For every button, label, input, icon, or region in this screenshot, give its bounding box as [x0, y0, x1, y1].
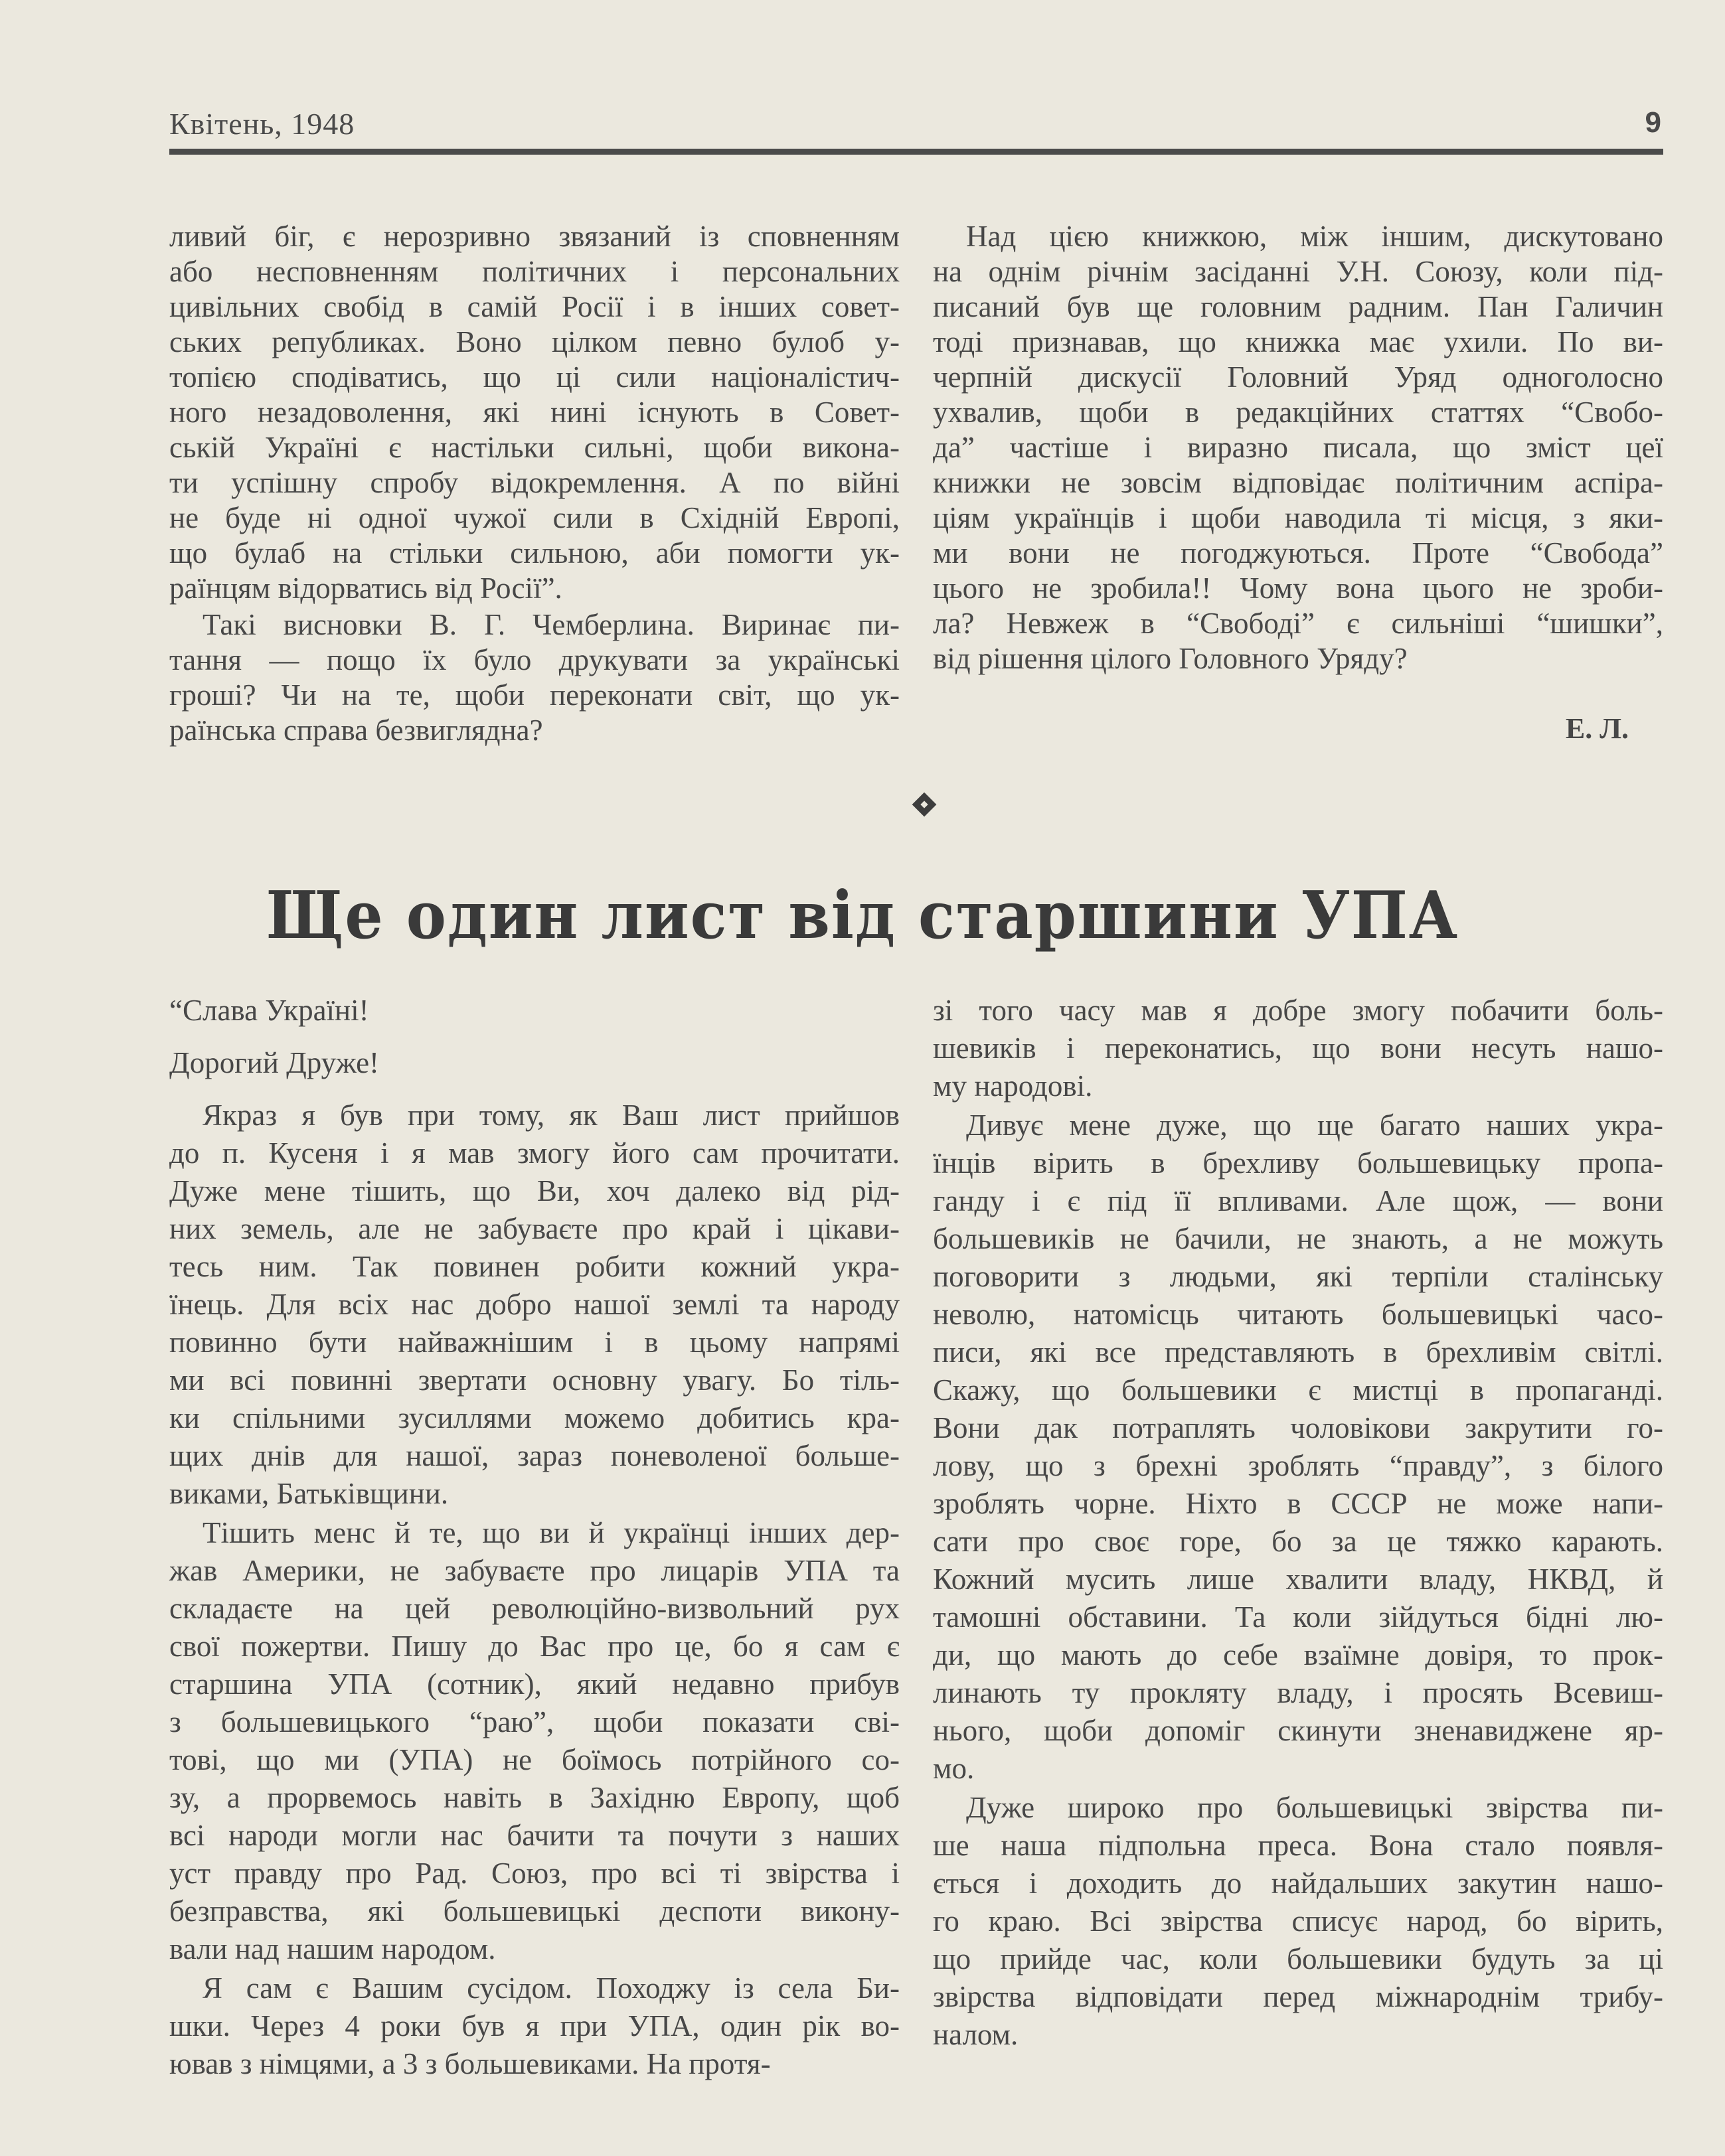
text-line: ми всі повинні звертати основну увагу. Бо тіль- [169, 1363, 900, 1397]
text-line: да” частіше і виразно писала, що зміст цеї [933, 431, 1663, 464]
text-line: лову, що з брехні зроблять “правду”, з білого [933, 1449, 1663, 1482]
text-line: раїнцям відорватись від Росії”. [169, 572, 562, 605]
previous-article-column-right [933, 219, 1663, 678]
text-line: налом. [933, 2018, 1019, 2051]
text-line: тесь ним. Так повинен робити кожний укра- [169, 1250, 900, 1283]
header-rule-left [169, 149, 913, 155]
text-line: ти успішну спробу відокремлення. А по війні [169, 466, 900, 499]
text-line: книжки не зовсім відповідає політичним аспіра- [933, 466, 1663, 499]
text-line: Дуже мене тішить, що Ви, хоч далеко від рід- [169, 1174, 900, 1207]
text-line: большевиків не бачили, не знають, а не можуть [933, 1222, 1663, 1255]
text-line: Якраз я був при тому, як Ваш лист прийшов [203, 1099, 900, 1132]
text-line: цього не зробила!! Чому вона цього не зроби- [933, 572, 1663, 605]
text-line: зроблять чорне. Ніхто в СССР не може напи- [933, 1487, 1663, 1520]
text-line: уст правду про Рад. Союз, про всі ті звірства і [169, 1857, 900, 1890]
article-column-right [933, 992, 1663, 2055]
text-line: черпній дискусії Головний Уряд одноголосно [933, 360, 1663, 394]
text-line: тання — пощо їх було друкувати за українські [169, 643, 900, 676]
text-line: му народові. [933, 1069, 1093, 1103]
text-line: ганду і є під її впливами. Але щож, — вони [933, 1184, 1663, 1217]
paragraph [169, 607, 900, 748]
header-rule-right [911, 149, 1663, 155]
text-line: Тішить менс й те, що ви й українці інших дер- [203, 1516, 900, 1549]
text-line: ських републиках. Воно цілком певно булоб у- [169, 325, 900, 358]
paragraph [169, 219, 900, 606]
text-line: зі того часу мав я добре змогу побачити боль- [933, 994, 1663, 1027]
text-line: шки. Через 4 роки був я при УПА, один рік во- [169, 2009, 900, 2042]
text-line: від рішення цілого Головного Уряду? [933, 642, 1408, 675]
text-line: ше наша підпольна преса. Вона стало появля- [933, 1829, 1663, 1862]
paragraph [933, 992, 1663, 1105]
text-line: Над цією книжкою, між іншим, дискутовано [966, 220, 1663, 253]
text-line: цивільних свобід в самій Росії і в інших совет- [169, 290, 900, 323]
text-line: ки спільними зусиллями можемо добитись кра- [169, 1401, 900, 1434]
paragraph [933, 1107, 1663, 1788]
text-line: вали над нашим народом. [169, 1932, 496, 1965]
author-signature: Е. Л. [1565, 712, 1629, 745]
text-line: ській Україні є настільки сильні, щоби викона- [169, 431, 900, 464]
text-line: до п. Кусеня і я мав змогу його сам прочитати. [169, 1136, 900, 1170]
text-line: або несповненням політичних і персональних [169, 255, 900, 288]
paragraph [169, 1044, 900, 1082]
text-line: старшина УПА (сотник), який недавно прибув [169, 1667, 900, 1701]
text-line: мо. [933, 1752, 975, 1785]
text-line: нього, щоби допоміг скинути зненавиджене яр- [933, 1714, 1663, 1747]
page-number: 9 [1645, 106, 1662, 139]
text-line: них земель, але не забуваєте про край і цікави- [169, 1212, 900, 1245]
text-line: їнців вірить в брехливу большевицьку пропа- [933, 1146, 1663, 1180]
text-line: виками, Батьківщини. [169, 1477, 449, 1510]
paragraph [169, 1097, 900, 1513]
text-line: гроші? Чи на те, щоби переконати світ, що ук- [169, 678, 900, 712]
text-line: ється і доходить до найдальших закутин нашо- [933, 1867, 1663, 1900]
text-line: звірства відповідати перед міжнароднім трибу- [933, 1980, 1663, 2013]
text-line: повинно бути найважнішим і в цьому напрямі [169, 1326, 900, 1359]
text-line: свої пожертви. Пишу до Вас про це, бо я сам є [169, 1630, 900, 1663]
text-line: “Слава Україні! [169, 994, 369, 1027]
article-title: Ще один лист від старшини УПА [266, 878, 1459, 954]
text-line: на однім річнім засіданні У.Н. Союзу, коли під- [933, 255, 1663, 288]
text-line: Вони дак потраплять чоловікови закрутити го- [933, 1411, 1663, 1444]
text-line: ухвалив, щоби в редакційних статтях “Свобо- [933, 396, 1663, 429]
paragraph [169, 992, 900, 1030]
text-line: всі народи могли нас бачити та почути з наших [169, 1819, 900, 1852]
text-line: ливий біг, є нерозривно звязаний із сповненням [169, 220, 900, 253]
previous-article-column-left [169, 219, 900, 749]
text-line: писи, які все представляють в брехливім світлі. [933, 1336, 1663, 1369]
text-line: ціям українців і щоби наводила ті місця, з яки- [933, 501, 1663, 534]
paragraph [169, 1969, 900, 2083]
text-line: тоді признавав, що книжка має ухили. По ви- [933, 325, 1663, 358]
section-divider-ornament-icon [912, 793, 937, 817]
text-line: топією сподіватись, що ці сили націоналістич- [169, 360, 900, 394]
text-line: Я сам є Вашим сусідом. Походжу із села Би- [203, 1971, 900, 2005]
text-line: шевиків і переконатись, що вони несуть нашо- [933, 1032, 1663, 1065]
text-line: сати про своє горе, бо за це тяжко карають. [933, 1525, 1663, 1558]
text-line: що булаб на стільки сильною, аби помогти ук- [169, 536, 900, 570]
text-line: Дивує мене дуже, що ще багато наших укра- [966, 1109, 1663, 1142]
text-line: раїнська справа безвиглядна? [169, 714, 543, 747]
article-column-left [169, 992, 900, 2084]
text-line: тамошні обставини. Та коли зійдуться бідні лю- [933, 1600, 1663, 1634]
text-line: неволю, натомісць читають большевицькі часо- [933, 1298, 1663, 1331]
text-line: Дорогий Друже! [169, 1046, 380, 1079]
text-line: безправства, які большевицькі деспоти викону- [169, 1894, 900, 1928]
text-line: ла? Невжеж в “Свободі” є сильніші “шишки”, [933, 607, 1663, 640]
paragraph [169, 1514, 900, 1968]
text-line: ми вони не погоджуються. Проте “Свобода” [933, 536, 1663, 570]
text-line: не буде ні одної чужої сили в Східній Европі, [169, 501, 900, 534]
text-line: що прийде час, коли большевики будуть за ці [933, 1942, 1663, 1975]
text-line: жав Америки, не забуваєте про лицарів УПА та [169, 1554, 900, 1587]
text-line: з большевицького “раю”, щоби показати сві- [169, 1705, 900, 1738]
text-line: щих днів для нашої, зараз поневоленої больше- [169, 1439, 900, 1472]
text-line: ного незадоволення, які нині існують в Совет- [169, 396, 900, 429]
text-line: зу, а прорвемось навіть в Західню Европу, щоб [169, 1781, 900, 1814]
text-line: писаний був ще головним радним. Пан Галичин [933, 290, 1663, 323]
running-header-date: Квітень, 1948 [169, 107, 355, 141]
text-line: Дуже широко про большевицькі звірства пи- [966, 1791, 1663, 1824]
text-line: ював з німцями, а 3 з большевиками. На протя- [169, 2047, 771, 2080]
paragraph [933, 219, 1663, 676]
text-line: складаєте на цей революційно-визвольний рух [169, 1592, 900, 1625]
text-line: го краю. Всі звірства списує народ, бо вірить, [933, 1904, 1663, 1938]
text-line: поговорити з людьми, які терпіли сталінську [933, 1260, 1663, 1293]
text-line: Такі висновки В. Г. Чемберлина. Виринає пи- [203, 608, 900, 641]
text-line: ди, що мають до себе взаїмне довіря, то прок- [933, 1638, 1663, 1671]
paragraph [933, 1789, 1663, 2054]
text-line: Кожний мусить лише хвалити владу, НКВД, й [933, 1563, 1663, 1596]
text-line: їнець. Для всіх нас добро нашої землі та народу [169, 1288, 900, 1321]
text-line: Скажу, що большевики є мистці в пропаганді. [933, 1373, 1663, 1407]
text-line: линають ту прокляту владу, і просять Всевиш- [933, 1676, 1663, 1709]
text-line: тові, що ми (УПА) не боїмось потрійного со- [169, 1743, 900, 1776]
